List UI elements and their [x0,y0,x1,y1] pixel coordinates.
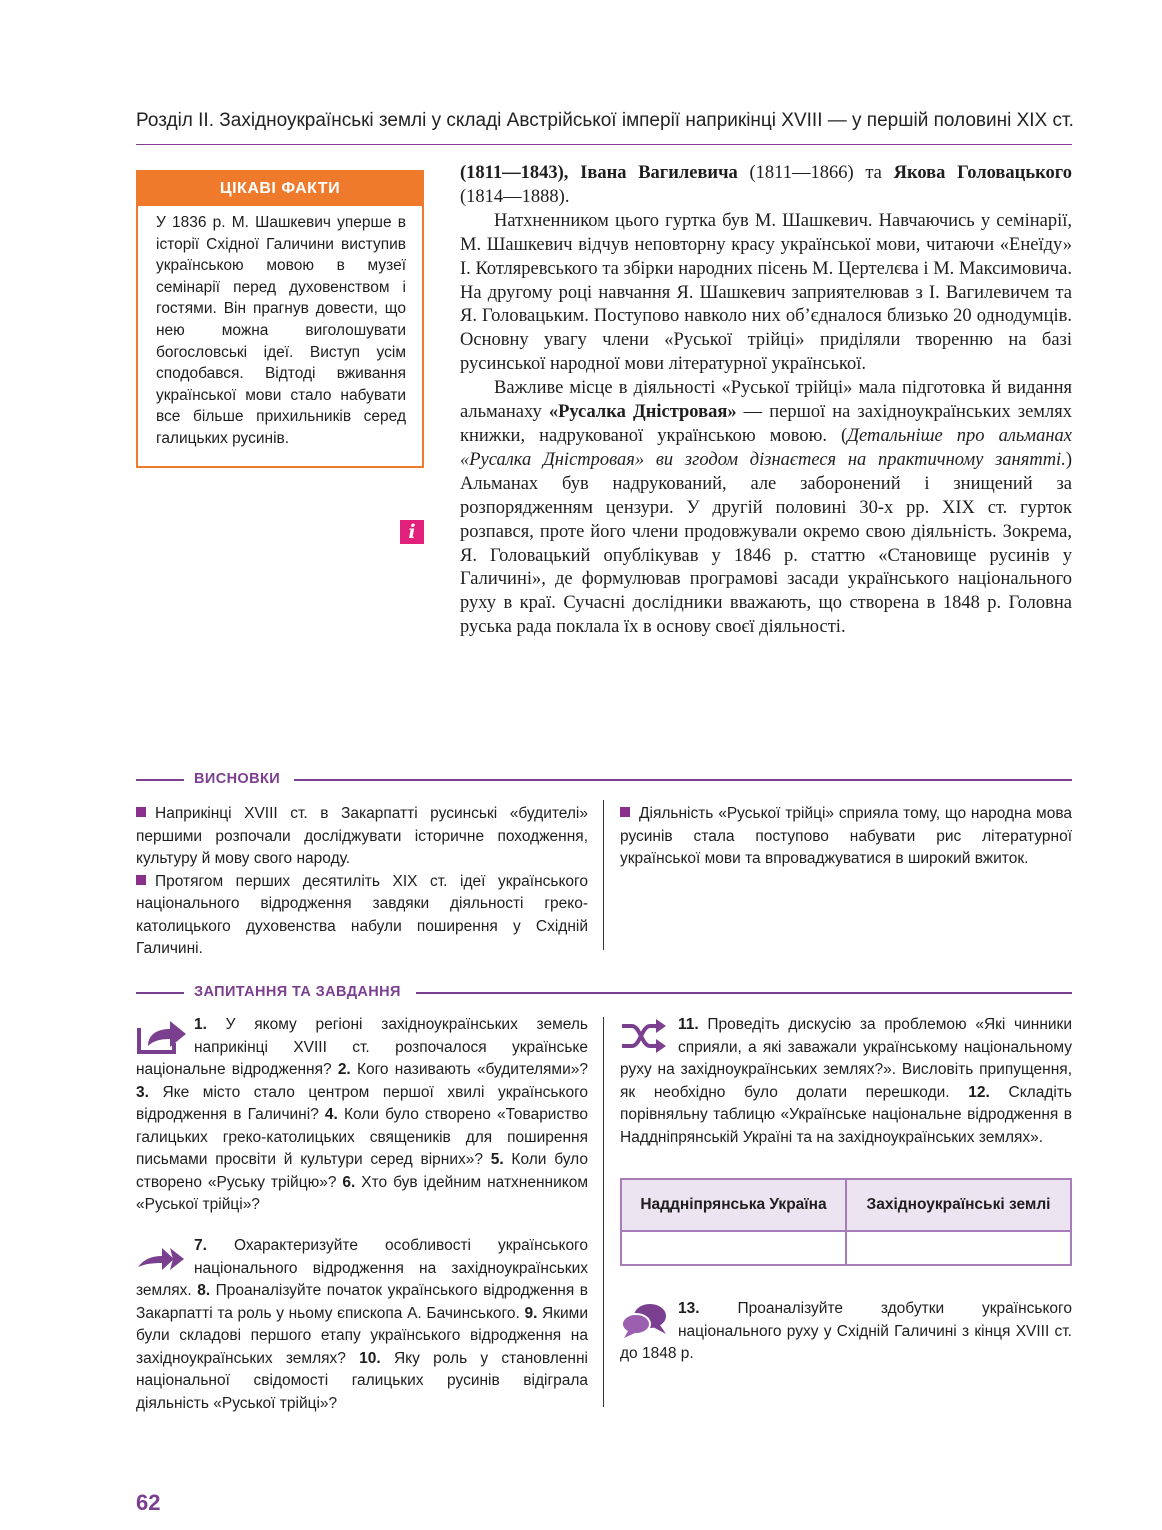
main-paragraph-2: Натхненником цього гуртка був М. Шашкевич. Навчаючись у семінарії, М. Шашкевич відчув неповторну красу української мови, читаючи «Енеїду» І. Котляревського та збірки народних пісень М. Цертелєва і М. Максимовича. На другому році навчання Я. Шашкевич заприятелював з І. Вагилевичем та Я. Головацьким. Поступово навколо них об’єдналося близько 20 однодумців. Основну увагу члени «Руської трійці» приділяли творенню на базі русинської народної мови літературної української. [460,210,1072,375]
question-body: Яке місто стало центром першої хвилі українського відродження в Галичині? [136,1083,588,1123]
question-body: Хто був ідейним натхненником «Руської трійці»? [136,1173,588,1213]
question-number: 9. [524,1304,538,1322]
facts-text: У 1836 р. М. Шашкевич уперше в історії Східної Галичини виступив українською мовою в музеї семінарії перед духовенством і гостями. Він прагнув довести, що нею можна виголошувати богословські ідеї. Виступ усім сподобався. Відтоді вживання української мови стало набувати все більше прихильників серед галицьких русинів. [156,214,406,447]
conclusions-heading [136,768,1072,790]
table-header-cell: Західноукраїнські землі [846,1179,1071,1231]
main-paragraph-1 [460,162,1072,210]
question-text [136,1235,588,1415]
table-header-cell: Наддніпрянська Україна [621,1179,846,1231]
header-rule [136,144,1072,145]
question-body: Охарактеризуйте особливості українського національного відродження на західноукраїнських землях. [136,1237,588,1299]
conclusion-text: Протягом перших десятиліть XIX ст. ідеї українського національного відродження завдяки діяльності греко-католицького духовенства набули поширення у Східній Галичині. [136,872,588,957]
question-number: 8. [197,1282,211,1299]
question-body: Складіть порівняльну таблицю «Українське національне відродження в Наддніпрянській Україні та на західноукраїнських землях». [620,1083,1072,1146]
question-number: 1. [194,1016,207,1033]
table-row [621,1231,1071,1265]
comparison-table [620,1178,1072,1266]
text-run: (1811—1866) та [737,163,894,183]
question-number: 5. [490,1151,504,1168]
question-number: 2. [337,1061,351,1078]
text-run-italic: Детальніше про альманах «Русалка Дністровая» ви згодом дізнаєтеся на практичному занятті. [460,425,1072,470]
question-body: Коли було створено «Руську трійцю»? [136,1151,588,1191]
text-run: — першої на західноукраїнських землях книжки, надрукованої українською мовою. ( [460,402,1073,446]
question-body: Кого називають «будителями»? [350,1061,588,1078]
conclusions-left [136,803,588,961]
table-cell [621,1231,846,1265]
question-body: Проаналізуйте початок українського відродження в Закарпатті та роль у ньому єпископа А. Бачинського. [136,1282,588,1322]
main-paragraph-3 [460,377,1072,640]
question-number: 4. [324,1106,338,1123]
question-body: Коли було створено «Товариство галицьких греко-католицьких священиків для поширення письмами просвіти й культури серед вірних»? [136,1106,588,1168]
question-group-3 [620,1014,1072,1149]
column-divider [603,1017,604,1407]
bullet-icon [136,875,146,885]
conclusions-right [620,803,1072,871]
question-body: Проаналізуйте здобутки українського національного руху у Східній Галичині з кінця XVIII ст. до 1848 р. [620,1300,1072,1362]
facts-title: ЦІКАВІ ФАКТИ [138,172,422,206]
question-text [620,1298,1072,1366]
question-number: 10. [359,1349,381,1367]
double-arrow-icon [136,1237,194,1277]
text-run-bold: Якова Головацького [893,163,1072,183]
text-run-bold: «Русалка Дністровая» [548,402,737,423]
table-header-row [621,1179,1071,1231]
question-number: 7. [194,1237,207,1254]
conclusion-item [136,803,588,871]
text-run-bold: Івана Вагилевича [580,163,738,183]
question-body: Проведіть дискусію за проблемою «Які чинники сприяли, а які заважали українському національному руху на західноукраїнських землях?». Висловіть припущення, як необхідно було долати перешкоди. [620,1016,1072,1101]
column-divider [603,800,604,950]
question-number: 6. [342,1173,356,1191]
question-body: У якому регіоні західноукраїнських земель наприкінці XVIII ст. розпочалося українське національне відродження? [136,1016,588,1078]
page-number: 62 [136,1490,161,1515]
question-body: Якими були складові першого етапу українського відродження на західноукраїнських землях? [136,1304,589,1367]
conclusion-text: Наприкінці XVIII ст. в Закарпатті русинські «будителі» першими розпочали досліджувати історичне походження, культуру й мову свого народу. [136,805,588,867]
text-run: ) Альманах був надрукований, але заборонений і знищений за розпорядженням цензури. У другій половині 30-х рр. XIX ст. гурток розпався, проте його члени продовжували окремо свою діяльність. Зокрема, Я. Головацький опублікував у 1846 р. статтю «Становище русинів у Галичині», де формулював програмові засади українського національного руху в краї. Сучасні дослідники вважають, що створена в 1848 р. Головна руська рада поклала їх в основу своєї діяльності. [460,449,1072,638]
question-number: 11. [678,1016,699,1033]
question-number: 12. [968,1083,990,1101]
text-run: (1811—1843), [460,163,581,183]
info-icon: i [400,520,424,544]
questions-heading [136,981,1072,1003]
running-header: Розділ II. Західноукраїнські землі у складі Австрійської імперії наприкінці XVIII — у першій половині XIX ст. [136,110,1074,131]
question-text [136,1014,588,1217]
bullet-icon [136,807,146,817]
shuffle-icon [620,1016,678,1056]
question-number: 3. [136,1083,149,1101]
bullet-icon [620,807,630,817]
table-cell [846,1231,1071,1265]
heading-rule [294,779,1072,781]
text-run: (1814—1888). [460,186,570,207]
heading-rule [416,992,1072,994]
question-group-4 [620,1298,1072,1366]
conclusion-item [620,803,1072,871]
question-number: 13. [678,1300,700,1317]
question-text [620,1014,1072,1149]
heading-rule [136,992,184,994]
conclusions-title: ВИСНОВКИ [194,768,288,790]
questions-title: ЗАПИТАННЯ ТА ЗАВДАННЯ [194,981,409,1003]
text-run: Важливе місце в діяльності «Руської трійці» мала підготовка й видання альманаху [460,378,1072,423]
share-arrow-icon [136,1016,194,1056]
question-group-1 [136,1014,588,1217]
conclusion-item [136,871,588,961]
facts-box [136,170,424,468]
speech-bubbles-icon [620,1300,678,1340]
heading-rule [136,779,184,781]
main-text [460,162,1072,640]
question-body: Яку роль у становленні національної свідомості галицьких русинів відіграла діяльність «Руської трійці»? [136,1349,588,1412]
question-group-2 [136,1235,588,1415]
conclusion-text: Діяльність «Руської трійці» сприяла тому, що народна мова русинів стала поступово набувати рис літературної української мови та впроваджуватися в широкий вжиток. [620,805,1072,867]
